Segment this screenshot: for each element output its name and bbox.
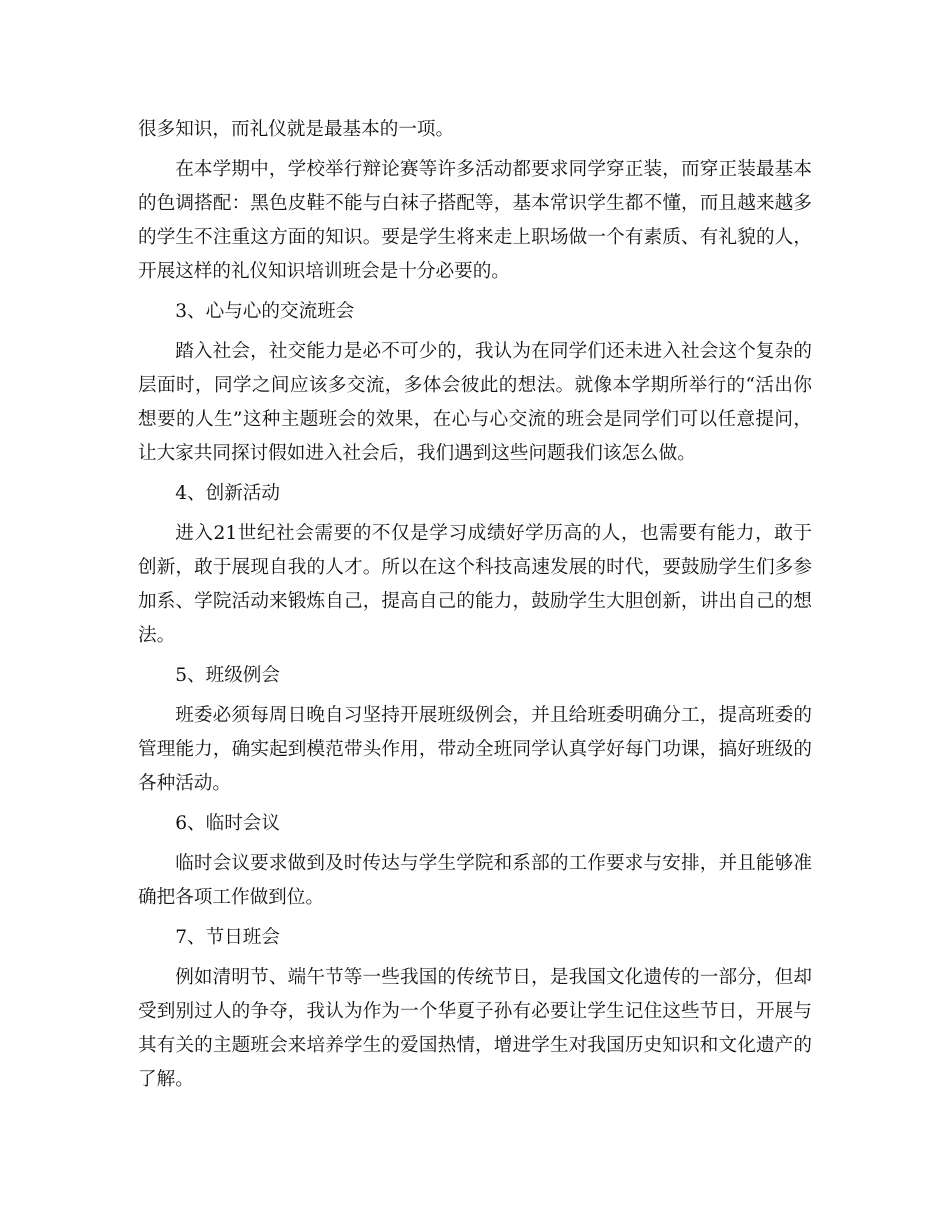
section-heading-3: 3、心与心的交流班会: [175, 301, 355, 322]
section-heading-6: 6、临时会议: [175, 813, 280, 834]
paragraph-class-meeting: 班委必须每周日晚自习坚持开展班级例会，并且给班委明确分工，提高班委的管理能力，确实起到模范带头作用，带动全班同学认真学好每门功课，搞好班级的各种活动。: [138, 705, 812, 794]
paragraph-temporary-meeting: 临时会议要求做到及时传达与学生学院和系部的工作要求与安排，并且能够准确把各项工作做到位。: [138, 853, 812, 908]
document-page: [138, 113, 812, 1097]
section-heading-7: 7、节日班会: [175, 927, 280, 948]
paragraph-etiquette: 在本学期中，学校举行辩论赛等许多活动都要求同学穿正装，而穿正装最基本的色调搭配：黑色皮鞋不能与白袜子搭配等，基本常识学生都不懂，而且越来越多的学生不注重这方面的知识。要是学生将来走上职场做一个有素质、有礼貌的人，开展这样的礼仪知识培训班会是十分必要的。: [138, 159, 812, 282]
section-heading-5: 5、班级例会: [175, 665, 280, 686]
section-heading-4: 4、创新活动: [175, 483, 280, 504]
paragraph-innovation: 进入21世纪社会需要的不仅是学习成绩好学历高的人，也需要有能力，敢于创新，敢于展现自我的人才。所以在这个科技高速发展的时代，要鼓励学生们多参加系、学院活动来锻炼自己，提高自己的能力，鼓励学生大胆创新，讲出自己的想法。: [138, 523, 812, 646]
paragraph-continuation: 很多知识，而礼仪就是最基本的一项。: [138, 119, 455, 140]
paragraph-communication: 踏入社会，社交能力是必不可少的，我认为在同学们还未进入社会这个复杂的层面时，同学之间应该多交流，多体会彼此的想法。就像本学期所举行的“活出你想要的人生”这种主题班会的效果，在心与心交流的班会是同学们可以任意提问，让大家共同探讨假如进入社会后，我们遇到这些问题我们该怎么做。: [138, 341, 812, 464]
paragraph-festival-meeting: 例如清明节、端午节等一些我国的传统节日，是我国文化遗传的一部分，但却受到别过人的争夺，我认为作为一个华夏子孙有必要让学生记住这些节日，开展与其有关的主题班会来培养学生的爱国热情，增进学生对我国历史知识和文化遗产的了解。: [138, 967, 812, 1090]
